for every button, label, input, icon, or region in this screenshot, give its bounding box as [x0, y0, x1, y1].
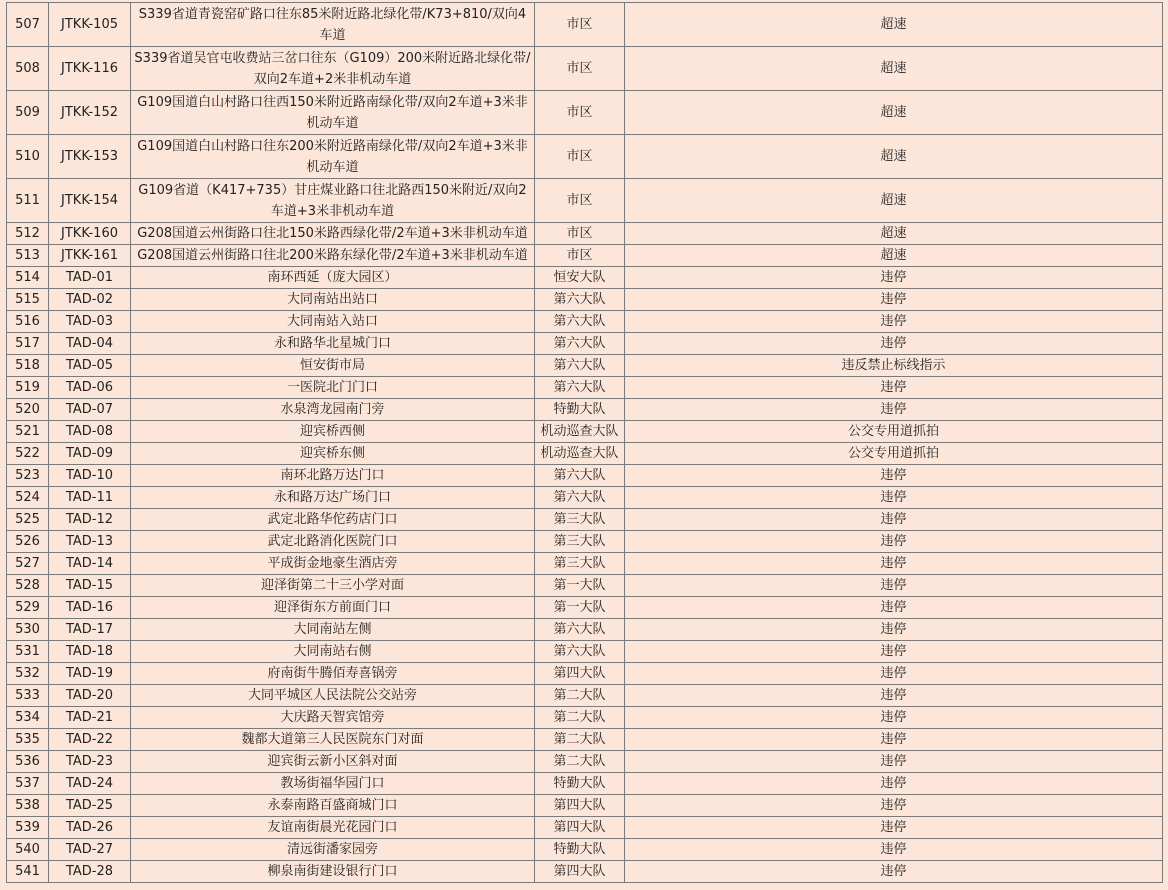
- cell-device-code: TAD-20: [49, 685, 131, 707]
- cell-unit: 市区: [535, 223, 625, 245]
- cell-device-code: TAD-03: [49, 311, 131, 333]
- cell-location: 永和路华北星城门口: [131, 333, 535, 355]
- cell-violation-type: 违停: [625, 289, 1163, 311]
- cell-index: 533: [7, 685, 49, 707]
- cell-location: 府南街牛腾佰寿喜锅旁: [131, 663, 535, 685]
- table-row: [7, 3, 1163, 47]
- cell-violation-type: 违停: [625, 729, 1163, 751]
- cell-device-code: TAD-07: [49, 399, 131, 421]
- cell-location: 友谊南街晨光花园门口: [131, 817, 535, 839]
- table-row: [7, 289, 1163, 311]
- cell-device-code: JTKK-152: [49, 91, 131, 135]
- cell-violation-type: 超速: [625, 223, 1163, 245]
- cell-device-code: TAD-26: [49, 817, 131, 839]
- table-row: [7, 751, 1163, 773]
- cell-unit: 市区: [535, 245, 625, 267]
- cell-violation-type: 超速: [625, 91, 1163, 135]
- table-row: [7, 729, 1163, 751]
- cell-device-code: TAD-27: [49, 839, 131, 861]
- cell-violation-type: 违停: [625, 663, 1163, 685]
- table-row: [7, 443, 1163, 465]
- cell-unit: 第六大队: [535, 355, 625, 377]
- cell-index: 510: [7, 135, 49, 179]
- cell-unit: 第六大队: [535, 619, 625, 641]
- cell-unit: 市区: [535, 135, 625, 179]
- table-row: [7, 135, 1163, 179]
- cell-violation-type: 违停: [625, 707, 1163, 729]
- cell-violation-type: 公交专用道抓拍: [625, 443, 1163, 465]
- cell-unit: 第六大队: [535, 311, 625, 333]
- cell-device-code: TAD-12: [49, 509, 131, 531]
- cell-violation-type: 超速: [625, 179, 1163, 223]
- cell-index: 511: [7, 179, 49, 223]
- table-row: [7, 553, 1163, 575]
- cell-unit: 特勤大队: [535, 839, 625, 861]
- cell-location: G208国道云州街路口往北150米路西绿化带/2车道+3米非机动车道: [131, 223, 535, 245]
- table-row: [7, 685, 1163, 707]
- cell-location: S339省道青瓷窑矿路口往东85米附近路北绿化带/K73+810/双向4车道: [131, 3, 535, 47]
- cell-index: 507: [7, 3, 49, 47]
- cell-location: 大同平城区人民法院公交站旁: [131, 685, 535, 707]
- cell-location: 永和路万达广场门口: [131, 487, 535, 509]
- table-body: [7, 3, 1163, 883]
- cell-unit: 市区: [535, 179, 625, 223]
- cell-index: 513: [7, 245, 49, 267]
- table-row: [7, 377, 1163, 399]
- cell-unit: 第二大队: [535, 729, 625, 751]
- cell-violation-type: 违停: [625, 267, 1163, 289]
- cell-location: S339省道吴官屯收费站三岔口往东（G109）200米附近路北绿化带/双向2车道+2米非机动车道: [131, 47, 535, 91]
- table-row: [7, 223, 1163, 245]
- cell-unit: 第四大队: [535, 795, 625, 817]
- cell-unit: 第六大队: [535, 333, 625, 355]
- table-row: [7, 839, 1163, 861]
- cell-location: G208国道云州街路口往北200米路东绿化带/2车道+3米非机动车道: [131, 245, 535, 267]
- cell-index: 517: [7, 333, 49, 355]
- cell-unit: 第四大队: [535, 861, 625, 883]
- cell-index: 512: [7, 223, 49, 245]
- cell-location: 大同南站入站口: [131, 311, 535, 333]
- cell-location: 魏都大道第三人民医院东门对面: [131, 729, 535, 751]
- cell-index: 521: [7, 421, 49, 443]
- cell-device-code: TAD-19: [49, 663, 131, 685]
- cell-index: 524: [7, 487, 49, 509]
- cell-unit: 特勤大队: [535, 399, 625, 421]
- cell-violation-type: 违停: [625, 509, 1163, 531]
- cell-unit: 机动巡查大队: [535, 443, 625, 465]
- cell-location: G109省道（K417+735）甘庄煤业路口往北路西150米附近/双向2车道+3米非机动车道: [131, 179, 535, 223]
- cell-device-code: JTKK-105: [49, 3, 131, 47]
- table-row: [7, 597, 1163, 619]
- cell-unit: 第六大队: [535, 641, 625, 663]
- cell-violation-type: 超速: [625, 135, 1163, 179]
- cell-unit: 第一大队: [535, 597, 625, 619]
- cell-unit: 市区: [535, 91, 625, 135]
- table-row: [7, 179, 1163, 223]
- cell-location: 大同南站左侧: [131, 619, 535, 641]
- cell-location: 大同南站出站口: [131, 289, 535, 311]
- cell-violation-type: 违停: [625, 487, 1163, 509]
- cell-violation-type: 违停: [625, 333, 1163, 355]
- table-row: [7, 861, 1163, 883]
- cell-index: 516: [7, 311, 49, 333]
- cell-violation-type: 违停: [625, 531, 1163, 553]
- cell-index: 528: [7, 575, 49, 597]
- cell-index: 508: [7, 47, 49, 91]
- cell-device-code: TAD-04: [49, 333, 131, 355]
- table-row: [7, 421, 1163, 443]
- cell-location: G109国道白山村路口往东200米附近路南绿化带/双向2车道+3米非机动车道: [131, 135, 535, 179]
- cell-unit: 第二大队: [535, 751, 625, 773]
- cell-unit: 第四大队: [535, 817, 625, 839]
- cell-violation-type: 违停: [625, 641, 1163, 663]
- cell-unit: 第六大队: [535, 377, 625, 399]
- cell-location: 恒安街市局: [131, 355, 535, 377]
- table-row: [7, 399, 1163, 421]
- cell-device-code: TAD-14: [49, 553, 131, 575]
- cell-unit: 第四大队: [535, 663, 625, 685]
- table-row: [7, 641, 1163, 663]
- cell-index: 518: [7, 355, 49, 377]
- cell-violation-type: 违停: [625, 575, 1163, 597]
- cell-unit: 市区: [535, 47, 625, 91]
- cell-unit: 恒安大队: [535, 267, 625, 289]
- cell-device-code: TAD-10: [49, 465, 131, 487]
- cell-unit: 第三大队: [535, 531, 625, 553]
- document-page: [6, 2, 1163, 883]
- camera-list-table: [6, 2, 1163, 883]
- cell-device-code: TAD-17: [49, 619, 131, 641]
- cell-violation-type: 违停: [625, 751, 1163, 773]
- cell-violation-type: 超速: [625, 47, 1163, 91]
- cell-device-code: TAD-21: [49, 707, 131, 729]
- cell-unit: 第二大队: [535, 685, 625, 707]
- cell-unit: 第一大队: [535, 575, 625, 597]
- cell-index: 530: [7, 619, 49, 641]
- cell-device-code: TAD-22: [49, 729, 131, 751]
- cell-violation-type: 违反禁止标线指示: [625, 355, 1163, 377]
- table-row: [7, 773, 1163, 795]
- cell-unit: 特勤大队: [535, 773, 625, 795]
- table-row: [7, 795, 1163, 817]
- table-row: [7, 267, 1163, 289]
- cell-location: G109国道白山村路口往西150米附近路南绿化带/双向2车道+3米非机动车道: [131, 91, 535, 135]
- cell-device-code: TAD-25: [49, 795, 131, 817]
- cell-violation-type: 超速: [625, 245, 1163, 267]
- cell-violation-type: 违停: [625, 553, 1163, 575]
- cell-unit: 机动巡查大队: [535, 421, 625, 443]
- cell-violation-type: 超速: [625, 3, 1163, 47]
- cell-device-code: JTKK-160: [49, 223, 131, 245]
- cell-unit: 市区: [535, 3, 625, 47]
- cell-location: 平成街金地豪生酒店旁: [131, 553, 535, 575]
- cell-device-code: JTKK-161: [49, 245, 131, 267]
- cell-violation-type: 公交专用道抓拍: [625, 421, 1163, 443]
- cell-violation-type: 违停: [625, 817, 1163, 839]
- cell-violation-type: 违停: [625, 861, 1163, 883]
- cell-device-code: JTKK-154: [49, 179, 131, 223]
- table-row: [7, 663, 1163, 685]
- cell-index: 534: [7, 707, 49, 729]
- cell-location: 大同南站右侧: [131, 641, 535, 663]
- cell-index: 515: [7, 289, 49, 311]
- cell-index: 520: [7, 399, 49, 421]
- cell-unit: 第二大队: [535, 707, 625, 729]
- cell-index: 535: [7, 729, 49, 751]
- cell-location: 南环北路万达门口: [131, 465, 535, 487]
- table-row: [7, 245, 1163, 267]
- cell-index: 531: [7, 641, 49, 663]
- cell-location: 武定北路消化医院门口: [131, 531, 535, 553]
- table-row: [7, 355, 1163, 377]
- cell-location: 柳泉南街建设银行门口: [131, 861, 535, 883]
- cell-violation-type: 违停: [625, 839, 1163, 861]
- cell-index: 529: [7, 597, 49, 619]
- cell-location: 大庆路天智宾馆旁: [131, 707, 535, 729]
- table-row: [7, 707, 1163, 729]
- cell-device-code: JTKK-116: [49, 47, 131, 91]
- cell-violation-type: 违停: [625, 597, 1163, 619]
- cell-location: 清远街潘家园旁: [131, 839, 535, 861]
- table-row: [7, 465, 1163, 487]
- cell-index: 519: [7, 377, 49, 399]
- cell-device-code: TAD-06: [49, 377, 131, 399]
- cell-device-code: TAD-11: [49, 487, 131, 509]
- cell-unit: 第六大队: [535, 487, 625, 509]
- cell-index: 539: [7, 817, 49, 839]
- table-row: [7, 91, 1163, 135]
- cell-index: 525: [7, 509, 49, 531]
- table-row: [7, 333, 1163, 355]
- cell-device-code: TAD-08: [49, 421, 131, 443]
- cell-device-code: JTKK-153: [49, 135, 131, 179]
- cell-violation-type: 违停: [625, 685, 1163, 707]
- cell-index: 526: [7, 531, 49, 553]
- cell-device-code: TAD-02: [49, 289, 131, 311]
- cell-unit: 第六大队: [535, 289, 625, 311]
- cell-location: 南环西延（庞大园区）: [131, 267, 535, 289]
- cell-location: 迎泽街东方前面门口: [131, 597, 535, 619]
- table-row: [7, 311, 1163, 333]
- table-row: [7, 47, 1163, 91]
- cell-location: 武定北路华佗药店门口: [131, 509, 535, 531]
- cell-violation-type: 违停: [625, 795, 1163, 817]
- cell-unit: 第三大队: [535, 553, 625, 575]
- cell-device-code: TAD-16: [49, 597, 131, 619]
- cell-index: 537: [7, 773, 49, 795]
- cell-unit: 第六大队: [535, 465, 625, 487]
- cell-location: 教场街福华园门口: [131, 773, 535, 795]
- cell-location: 水泉湾龙园南门旁: [131, 399, 535, 421]
- cell-location: 迎宾街云新小区斜对面: [131, 751, 535, 773]
- cell-device-code: TAD-18: [49, 641, 131, 663]
- cell-index: 532: [7, 663, 49, 685]
- cell-location: 迎泽街第二十三小学对面: [131, 575, 535, 597]
- cell-device-code: TAD-23: [49, 751, 131, 773]
- table-row: [7, 531, 1163, 553]
- cell-violation-type: 违停: [625, 619, 1163, 641]
- table-row: [7, 509, 1163, 531]
- cell-index: 522: [7, 443, 49, 465]
- cell-device-code: TAD-09: [49, 443, 131, 465]
- cell-index: 527: [7, 553, 49, 575]
- cell-index: 540: [7, 839, 49, 861]
- cell-index: 536: [7, 751, 49, 773]
- table-row: [7, 817, 1163, 839]
- cell-device-code: TAD-05: [49, 355, 131, 377]
- cell-device-code: TAD-28: [49, 861, 131, 883]
- cell-location: 永泰南路百盛商城门口: [131, 795, 535, 817]
- cell-index: 538: [7, 795, 49, 817]
- cell-violation-type: 违停: [625, 399, 1163, 421]
- cell-violation-type: 违停: [625, 377, 1163, 399]
- cell-location: 一医院北门门口: [131, 377, 535, 399]
- cell-unit: 第三大队: [535, 509, 625, 531]
- table-row: [7, 487, 1163, 509]
- cell-device-code: TAD-24: [49, 773, 131, 795]
- cell-location: 迎宾桥东侧: [131, 443, 535, 465]
- cell-violation-type: 违停: [625, 773, 1163, 795]
- cell-index: 541: [7, 861, 49, 883]
- cell-device-code: TAD-15: [49, 575, 131, 597]
- cell-device-code: TAD-13: [49, 531, 131, 553]
- cell-location: 迎宾桥西侧: [131, 421, 535, 443]
- table-row: [7, 619, 1163, 641]
- table-row: [7, 575, 1163, 597]
- cell-device-code: TAD-01: [49, 267, 131, 289]
- cell-violation-type: 违停: [625, 311, 1163, 333]
- cell-index: 523: [7, 465, 49, 487]
- cell-index: 514: [7, 267, 49, 289]
- cell-index: 509: [7, 91, 49, 135]
- cell-violation-type: 违停: [625, 465, 1163, 487]
